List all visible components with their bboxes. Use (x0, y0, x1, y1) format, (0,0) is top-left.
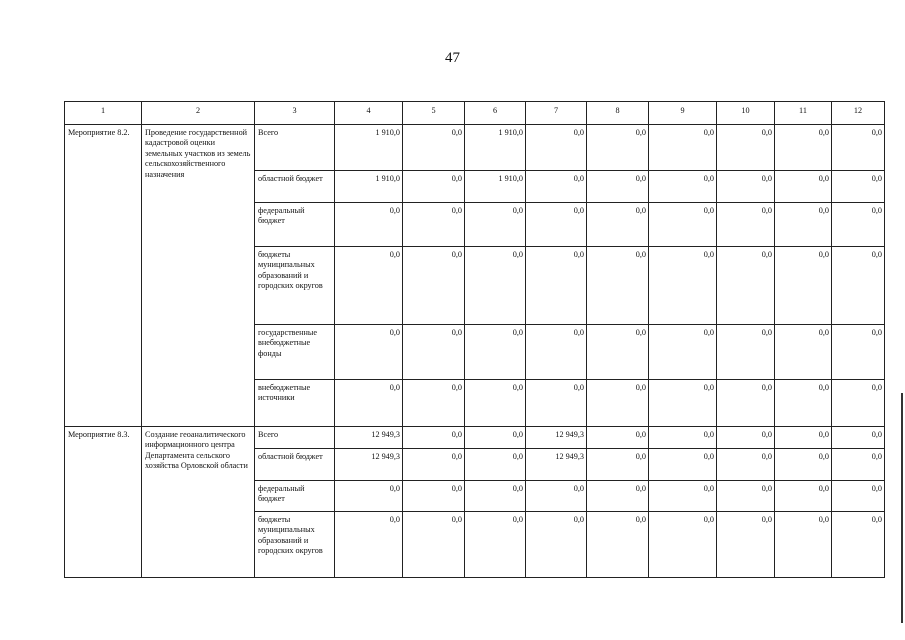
value-cell: 0,0 (587, 247, 649, 325)
value-cell: 0,0 (775, 171, 832, 203)
measure-cell: Мероприятие 8.3. (65, 427, 142, 578)
column-header: 1 (65, 102, 142, 125)
value-cell: 0,0 (526, 203, 587, 247)
value-cell: 0,0 (403, 512, 465, 578)
funding-source-cell: Всего (255, 125, 335, 171)
value-cell: 0,0 (775, 203, 832, 247)
value-cell: 0,0 (526, 512, 587, 578)
description-cell: Проведение государственной кадастровой оценки земельных участков из земель сельскохозяйственного назначения (142, 125, 255, 427)
value-cell: 0,0 (465, 481, 526, 512)
value-cell: 12 949,3 (526, 427, 587, 449)
table-row (65, 125, 885, 171)
value-cell: 0,0 (526, 325, 587, 380)
funding-source-cell: областной бюджет (255, 449, 335, 481)
value-cell: 0,0 (775, 512, 832, 578)
value-cell: 0,0 (587, 427, 649, 449)
value-cell: 1 910,0 (335, 125, 403, 171)
value-cell: 0,0 (649, 481, 717, 512)
budget-table (64, 101, 885, 578)
page-number: 47 (445, 50, 460, 66)
value-cell: 0,0 (465, 512, 526, 578)
value-cell: 12 949,3 (526, 449, 587, 481)
value-cell: 0,0 (649, 325, 717, 380)
column-header: 10 (717, 102, 775, 125)
value-cell: 0,0 (587, 481, 649, 512)
value-cell: 0,0 (403, 125, 465, 171)
value-cell: 0,0 (832, 203, 885, 247)
description-cell: Создание геоаналитического информационного центра Департамента сельского хозяйства Орловской области (142, 427, 255, 578)
value-cell: 0,0 (832, 125, 885, 171)
value-cell: 0,0 (526, 125, 587, 171)
value-cell: 0,0 (335, 512, 403, 578)
value-cell: 0,0 (649, 427, 717, 449)
value-cell: 12 949,3 (335, 449, 403, 481)
value-cell: 0,0 (717, 481, 775, 512)
value-cell: 0,0 (717, 171, 775, 203)
value-cell: 0,0 (403, 247, 465, 325)
value-cell: 0,0 (526, 171, 587, 203)
value-cell: 0,0 (775, 247, 832, 325)
column-header: 11 (775, 102, 832, 125)
value-cell: 0,0 (587, 449, 649, 481)
value-cell: 0,0 (526, 247, 587, 325)
value-cell: 0,0 (832, 427, 885, 449)
funding-source-cell: федеральный бюджет (255, 481, 335, 512)
value-cell: 0,0 (832, 512, 885, 578)
value-cell: 0,0 (335, 203, 403, 247)
value-cell: 0,0 (335, 380, 403, 427)
column-header: 3 (255, 102, 335, 125)
page-edge-line (901, 393, 903, 623)
value-cell: 0,0 (775, 125, 832, 171)
column-header: 8 (587, 102, 649, 125)
value-cell: 0,0 (587, 380, 649, 427)
value-cell: 0,0 (403, 171, 465, 203)
value-cell: 0,0 (403, 325, 465, 380)
value-cell: 0,0 (832, 171, 885, 203)
value-cell: 0,0 (649, 125, 717, 171)
value-cell: 0,0 (832, 481, 885, 512)
value-cell: 0,0 (403, 481, 465, 512)
value-cell: 0,0 (403, 380, 465, 427)
value-cell: 0,0 (775, 427, 832, 449)
value-cell: 0,0 (587, 203, 649, 247)
measure-cell: Мероприятие 8.2. (65, 125, 142, 427)
value-cell: 0,0 (717, 125, 775, 171)
value-cell: 0,0 (775, 449, 832, 481)
value-cell: 0,0 (649, 380, 717, 427)
header-row (65, 102, 885, 125)
column-header: 2 (142, 102, 255, 125)
column-header: 5 (403, 102, 465, 125)
funding-source-cell: Всего (255, 427, 335, 449)
value-cell: 0,0 (717, 427, 775, 449)
value-cell: 0,0 (717, 203, 775, 247)
value-cell: 0,0 (587, 325, 649, 380)
value-cell: 0,0 (526, 481, 587, 512)
column-header: 6 (465, 102, 526, 125)
value-cell: 0,0 (832, 325, 885, 380)
value-cell: 0,0 (649, 512, 717, 578)
value-cell: 0,0 (775, 380, 832, 427)
column-header: 7 (526, 102, 587, 125)
value-cell: 0,0 (832, 449, 885, 481)
funding-source-cell: федеральный бюджет (255, 203, 335, 247)
funding-source-cell: внебюджетные источники (255, 380, 335, 427)
value-cell: 1 910,0 (465, 171, 526, 203)
value-cell: 0,0 (717, 449, 775, 481)
value-cell: 0,0 (717, 380, 775, 427)
value-cell: 1 910,0 (465, 125, 526, 171)
value-cell: 0,0 (717, 325, 775, 380)
value-cell: 0,0 (465, 427, 526, 449)
value-cell: 0,0 (587, 171, 649, 203)
column-header: 12 (832, 102, 885, 125)
value-cell: 0,0 (465, 203, 526, 247)
value-cell: 12 949,3 (335, 427, 403, 449)
value-cell: 0,0 (335, 247, 403, 325)
value-cell: 0,0 (403, 427, 465, 449)
funding-source-cell: областной бюджет (255, 171, 335, 203)
value-cell: 0,0 (403, 203, 465, 247)
table-body (65, 125, 885, 578)
column-header: 4 (335, 102, 403, 125)
column-header: 9 (649, 102, 717, 125)
funding-source-cell: государственные внебюджетные фонды (255, 325, 335, 380)
value-cell: 0,0 (649, 449, 717, 481)
value-cell: 0,0 (832, 380, 885, 427)
value-cell: 0,0 (832, 247, 885, 325)
value-cell: 0,0 (526, 380, 587, 427)
funding-source-cell: бюджеты муниципальных образований и городских округов (255, 512, 335, 578)
value-cell: 0,0 (649, 171, 717, 203)
value-cell: 0,0 (775, 325, 832, 380)
value-cell: 0,0 (335, 481, 403, 512)
value-cell: 0,0 (649, 247, 717, 325)
value-cell: 0,0 (465, 449, 526, 481)
value-cell: 0,0 (717, 512, 775, 578)
value-cell: 1 910,0 (335, 171, 403, 203)
value-cell: 0,0 (717, 247, 775, 325)
value-cell: 0,0 (775, 481, 832, 512)
table-row (65, 427, 885, 449)
value-cell: 0,0 (465, 325, 526, 380)
value-cell: 0,0 (649, 203, 717, 247)
value-cell: 0,0 (403, 449, 465, 481)
value-cell: 0,0 (587, 512, 649, 578)
value-cell: 0,0 (335, 325, 403, 380)
value-cell: 0,0 (587, 125, 649, 171)
value-cell: 0,0 (465, 380, 526, 427)
value-cell: 0,0 (465, 247, 526, 325)
funding-source-cell: бюджеты муниципальных образований и городских округов (255, 247, 335, 325)
